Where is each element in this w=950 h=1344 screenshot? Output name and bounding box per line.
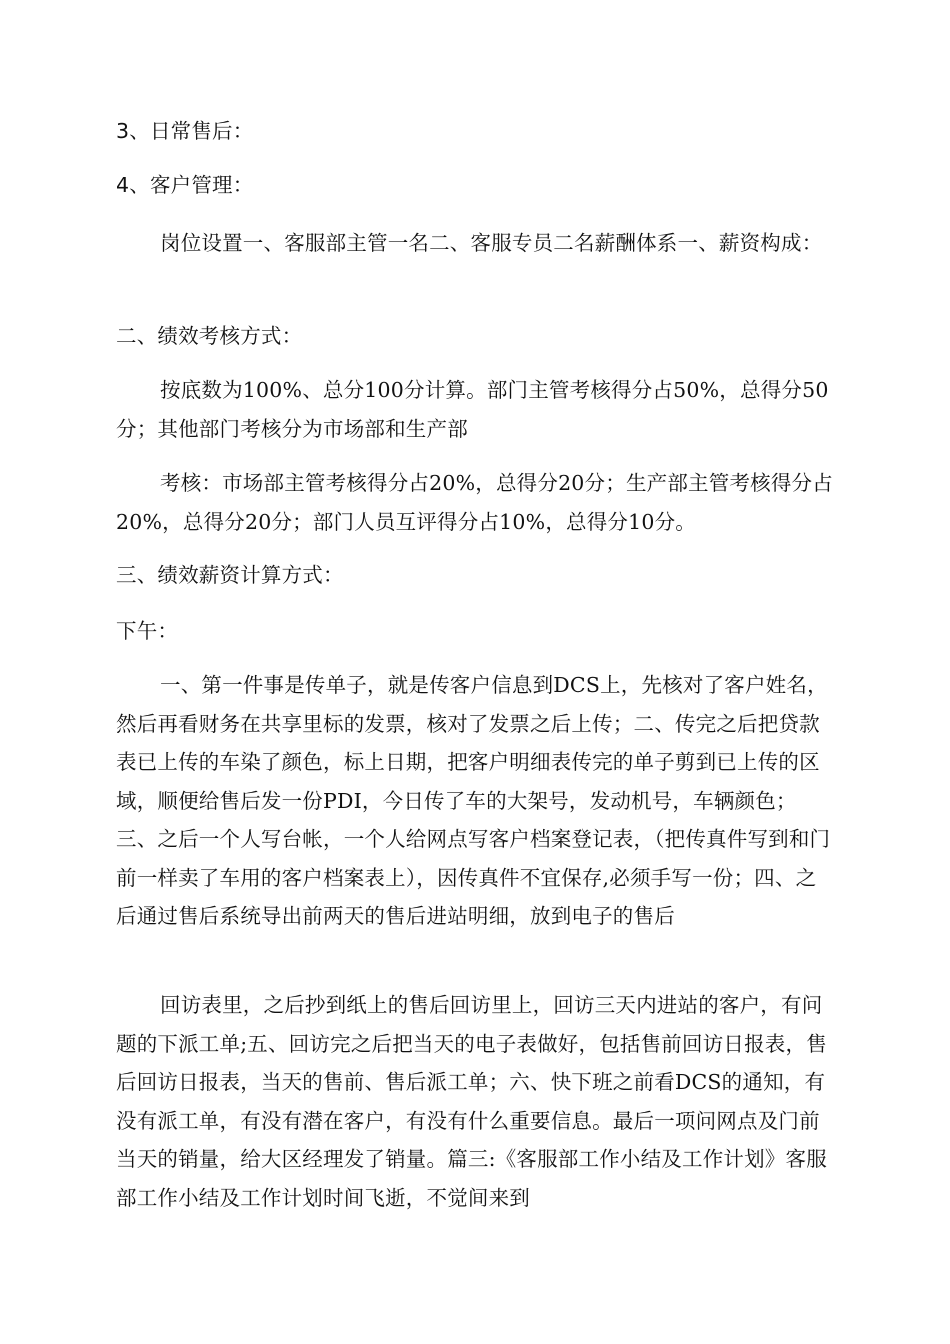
heading-performance-pay: 三、绩效薪资计算方式：	[116, 563, 344, 587]
paragraph-assessment-weights: 考核：市场部主管考核得分占20%，总得分20分；生产部主管考核得分占20%，总得分20分；部门人员互评得分占10%，总得分10分。	[116, 471, 833, 534]
paragraph-follow-up-tasks: 回访表里，之后抄到纸上的售后回访里上，回访三天内进站的客户，有问题的下派工单;五、回访完之后把当天的电子表做好，包括售前回访日报表，售后回访日报表，当天的售前、售后派工单；六、快下班之前看DCS的通知，有没有派工单，有没有潜在客户，有没有什么重要信息。最后一项问网点及门前当天的销量，给大区经理发了销量。篇三:《客服部工作小结及工作计划》客服部工作小结及工作计划时间飞逝，不觉间来到	[116, 993, 827, 1210]
paragraph-scoring-base: 按底数为100%、总分100分计算。部门主管考核得分占50%，总得分50分；其他部门考核分为市场部和生产部	[116, 378, 829, 441]
paragraph-position-setup: 岗位设置一、客服部主管一名二、客服专员二名薪酬体系一、薪资构成：	[160, 231, 823, 255]
paragraph-afternoon-tasks: 一、第一件事是传单子，就是传客户信息到DCS上，先核对了客户姓名，然后再看财务在共享里标的发票，核对了发票之后上传；二、传完之后把贷款表已上传的车染了颜色，标上日期，把客户明细表传完的单子剪到已上传的区域，顺便给售后发一份PDI，今日传了车的大架号，发动机号，车辆颜色；三、之后一个人写台帐，一个人给网点写客户档案登记表，（把传真件写到和门前一样卖了车用的客户档案表上），因传真件不宜保存,必须手写一份；四、之后通过售后系统导出前两天的售后进站明细，放到电子的售后	[116, 673, 831, 928]
heading-customer-management: 4、客户管理：	[116, 173, 254, 197]
heading-afternoon: 下午：	[116, 619, 179, 643]
heading-daily-after-sales: 3、日常售后：	[116, 119, 254, 143]
heading-performance-assessment: 二、绩效考核方式：	[116, 324, 303, 348]
